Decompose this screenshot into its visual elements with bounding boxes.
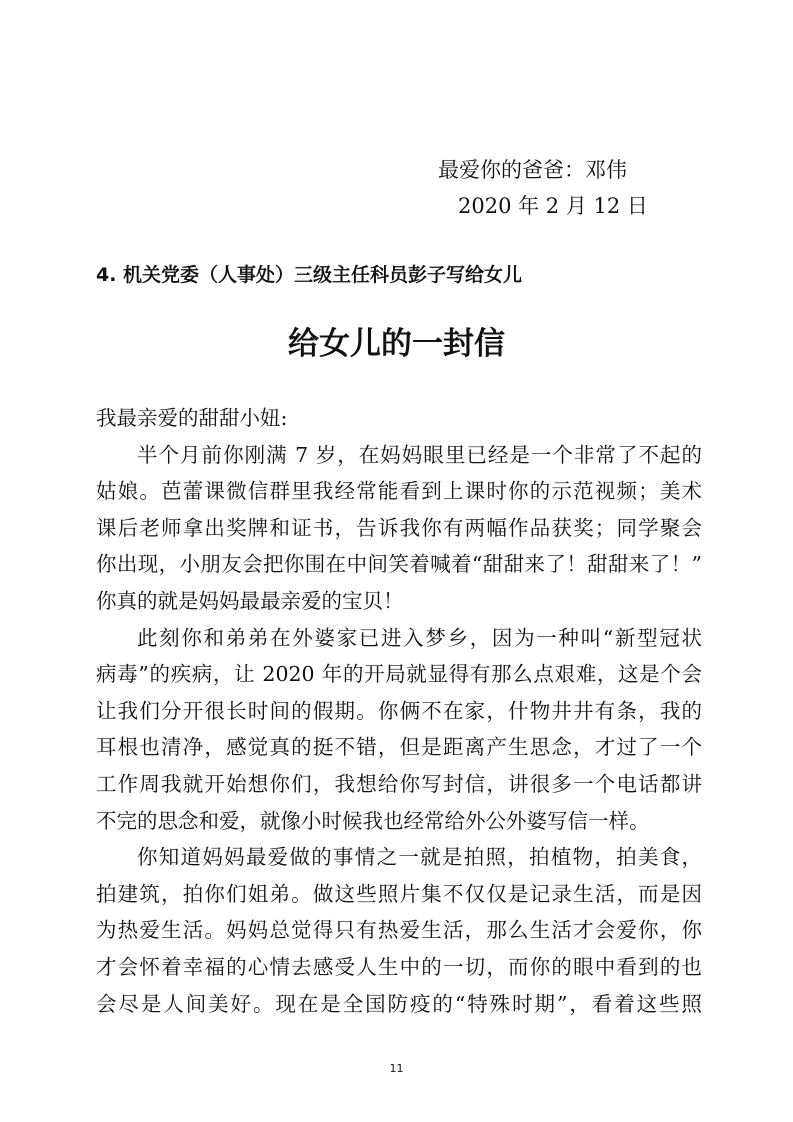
text-line: 不完的思念和爱，就像小时候我也经常给外公外婆写信一样。 [96, 808, 650, 833]
text-line: 此刻你和弟弟在外婆家已进入梦乡，因为一种叫“新型冠状 [137, 625, 702, 650]
text-line: 病毒”的疾病，让 2020 年的开局就显得有那么点艰难，这是个会 [96, 662, 702, 687]
text-line: 你真的就是妈妈最最亲爱的宝贝！ [96, 588, 404, 613]
text-line: 课后老师拿出奖牌和证书，告诉我你有两幅作品获奖；同学聚会 [96, 515, 702, 540]
text-line: 拍建筑，拍你们姐弟。做这些照片集不仅仅是记录生活，而是因 [96, 881, 702, 906]
letter-body [96, 400, 702, 1022]
text-line: 半个月前你刚满 7 岁，在妈妈眼里已经是一个非常了不起的 [137, 442, 702, 467]
letter-title: 给女儿的一封信 [288, 326, 505, 362]
paragraph-2 [96, 620, 702, 840]
text-line: 你知道妈妈最爱做的事情之一就是拍照，拍植物，拍美食， [137, 845, 702, 870]
letter-salutation: 我最亲爱的甜甜小妞: [96, 406, 288, 430]
paragraph-3 [96, 839, 702, 1022]
signature-name: 最爱你的爸爸：邓伟 [438, 158, 627, 182]
text-line: 为热爱生活。妈妈总觉得只有热爱生活，那么生活才会爱你，你 [96, 918, 702, 943]
text-line: 工作周我就开始想你们，我想给你写封信，讲很多一个电话都讲 [96, 771, 702, 796]
text-line: 耳根也清净，感觉真的挺不错，但是距离产生思念，才过了一个 [96, 735, 702, 760]
text-line: 你出现，小朋友会把你围在中间笑着喊着“甜甜来了！甜甜来了！” [96, 552, 702, 577]
text-line: 才会怀着幸福的心情去感受人生中的一切，而你的眼中看到的也 [96, 954, 702, 979]
page-number: 11 [389, 1062, 404, 1075]
text-line: 让我们分开很长时间的假期。你俩不在家，什物井井有条，我的 [96, 698, 702, 723]
signature-date: 2020 年 2 月 12 日 [458, 194, 648, 218]
text-line: 姑娘。芭蕾课微信群里我经常能看到上课时你的示范视频；美术 [96, 479, 702, 504]
text-line: 会尽是人间美好。现在是全国防疫的“特殊时期”，看着这些照 [96, 991, 702, 1016]
paragraph-1 [96, 437, 702, 620]
section-heading: 4. 机关党委（人事处）三级主任科员彭子写给女儿 [96, 264, 523, 286]
